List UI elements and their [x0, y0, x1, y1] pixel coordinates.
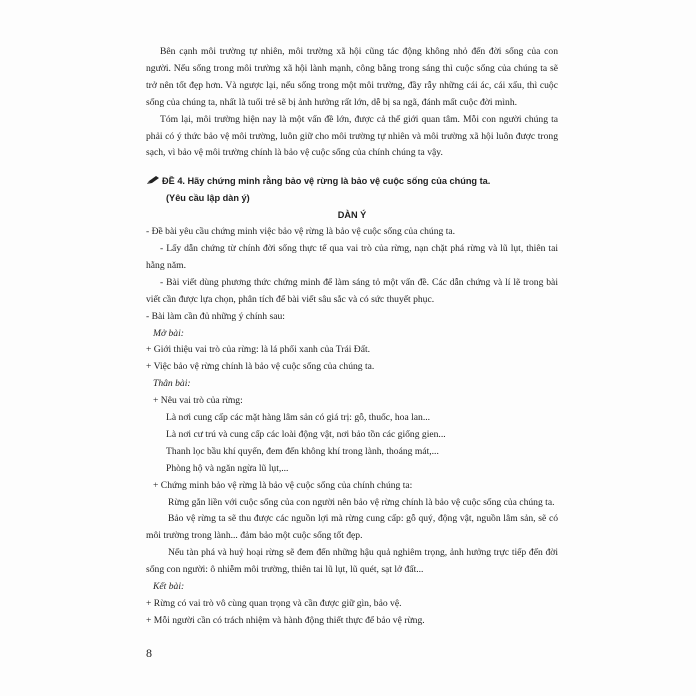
task-heading [146, 173, 558, 190]
mo-bai-title: Mở bài: [153, 327, 184, 339]
proof-heading: + Chứng minh bảo vệ rừng là bảo vệ cuộc sống của chính chúng ta: [153, 479, 413, 491]
role-item: Là nơi cư trú và cung cấp các loài động vật, nơi bảo tồn các giống gien... [166, 428, 446, 440]
task-prompt: Hãy chứng minh rằng bảo vệ rừng là bảo vệ cuộc sống của chúng ta. [187, 176, 491, 187]
task-requirement: (Yêu cầu lập dàn ý) [166, 193, 250, 204]
outline-point: - Đề bài yêu cầu chứng minh việc bảo vệ rừng là bảo vệ cuộc sống của chúng ta. [146, 226, 456, 238]
outline-point: - Lấy dẫn chứng từ chính đời sống thực tế qua vai trò của rừng, nạn chặt phá rừng và lũ lụt, thiên tai hằng năm. [146, 242, 558, 271]
ket-bai-item: + Rừng có vai trò vô cùng quan trọng và cần được giữ gìn, bảo vệ. [146, 598, 402, 609]
proof-item: Nếu tàn phá và huỷ hoại rừng sẽ đem đến những hậu quả nghiêm trọng, ảnh hưởng trực tiếp đến đời sống con người: ô nhiễm môi trường, thiên tai lũ lụt, lũ quét, sạt lở đất... [146, 547, 558, 576]
ket-bai-item: + Mỗi người cần có trách nhiệm và hành động thiết thực để bảo vệ rừng. [146, 614, 425, 626]
page-number: 8 [146, 646, 152, 660]
outline-point: - Bài làm cần đủ những ý chính sau: [146, 310, 285, 322]
mo-bai-item: + Việc bảo vệ rừng chính là bảo vệ cuộc sống của chúng ta. [146, 361, 375, 373]
intro-paragraph-2: Tóm lại, môi trường hiện nay là một vấn đề lớn, được cả thế giới quan tâm. Mỗi con người chúng ta phải có ý thức bảo vệ môi trường, luôn giữ cho môi trường tự nhiên và môi trường xã hội luôn được trong sạch, vì bảo vệ môi trường chính là bảo vệ cuộc sống của chính chúng ta vậy. [146, 113, 558, 159]
mo-bai-item: + Giới thiệu vai trò của rừng: là lá phổi xanh của Trái Đất. [146, 344, 371, 356]
ket-bai-title: Kết bài: [153, 581, 185, 593]
page-content [146, 44, 558, 630]
than-bai-title: Thân bài: [153, 378, 191, 390]
roles-heading: + Nêu vai trò của rừng: [153, 395, 243, 407]
role-item: Phòng hộ và ngăn ngừa lũ lụt,... [166, 462, 289, 474]
pencil-icon [146, 175, 160, 185]
task-label: ĐỀ 4. [162, 176, 185, 187]
proof-item: Rừng gắn liền với cuộc sống của con người nên bảo vệ rừng chính là bảo vệ cuộc sống của chúng ta. [168, 496, 555, 508]
role-item: Là nơi cung cấp các mặt hàng lâm sản có giá trị: gỗ, thuốc, hoa lan... [166, 412, 431, 424]
role-item: Thanh lọc bầu khí quyển, đem đến không khí trong lành, thoáng mát,... [166, 445, 439, 457]
intro-paragraph-1: Bên cạnh môi trường tự nhiên, môi trường xã hội cũng tác động không nhỏ đến đời sống của con người. Nếu sống trong môi trường xã hội lành mạnh, công bằng trong sáng thì cuộc sống của chúng ta sẽ trở nên tốt đẹp hơn. Và ngược lại, nếu sống trong một môi trường, đầy rẫy những cái ác, cái xấu, thì cuộc sống của chúng ta, nhất là tuổi trẻ sẽ bị ảnh hưởng rất lớn, dễ bị sa ngã, đánh mất cuộc đời mình. [146, 46, 558, 108]
outline-point: - Bài viết dùng phương thức chứng minh để làm sáng tỏ một vấn đề. Các dẫn chứng và lí lẽ trong bài viết cần được lựa chọn, phân tích để bài viết sâu sắc và có sức thuyết phục. [146, 276, 558, 305]
outline-heading: DÀN Ý [337, 210, 367, 221]
proof-item: Bảo vệ rừng ta sẽ thu được các nguồn lợi mà rừng cung cấp: gỗ quý, động vật, nguồn lâm sản, sẽ có môi trường trong lành... đảm bảo một cuộc sống tốt đẹp. [146, 513, 558, 542]
